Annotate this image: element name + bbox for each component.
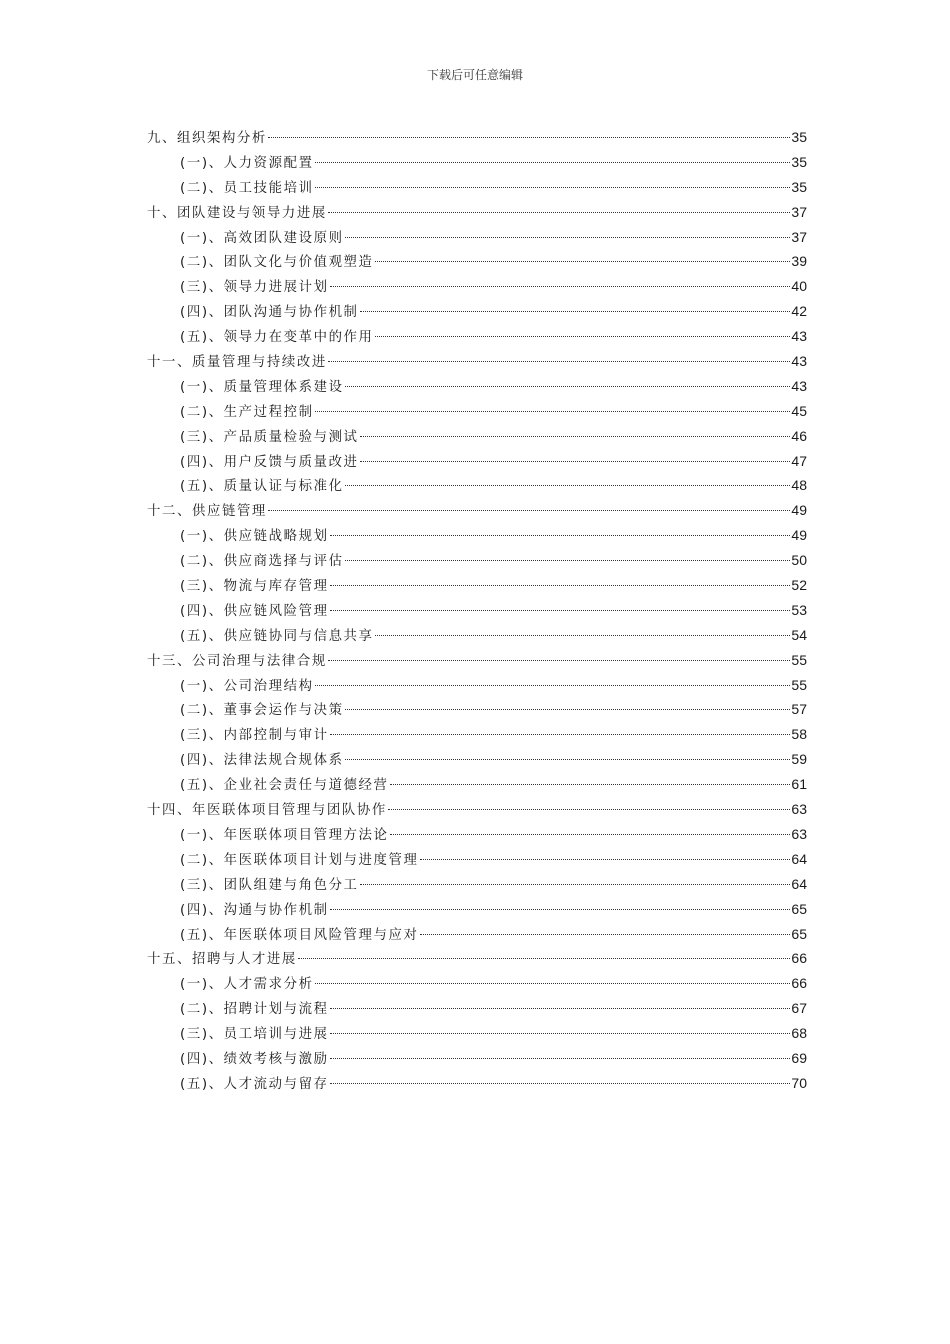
- toc-page-number: 61: [791, 776, 807, 793]
- toc-page-number: 46: [791, 427, 807, 444]
- toc-dot-leader: [330, 286, 791, 287]
- toc-page-number: 52: [791, 577, 807, 594]
- toc-dot-leader: [360, 436, 791, 437]
- toc-page-number: 58: [791, 726, 807, 743]
- toc-dot-leader: [328, 212, 791, 213]
- toc-page-number: 69: [791, 1049, 807, 1066]
- toc-page-number: 63: [791, 801, 807, 818]
- toc-dot-leader: [330, 585, 791, 586]
- toc-entry-label: 十一、质量管理与持续改进: [147, 355, 327, 371]
- toc-dot-leader: [330, 1083, 791, 1084]
- toc-dot-leader: [420, 934, 791, 935]
- toc-dot-leader: [315, 187, 791, 188]
- toc-entry-label: (二)、董事会运作与决策: [180, 703, 344, 719]
- toc-entry-label: (二)、员工技能培训: [180, 180, 314, 196]
- toc-chapter-entry[interactable]: [147, 797, 807, 822]
- toc-dot-leader: [390, 834, 791, 835]
- toc-section-entry[interactable]: [147, 847, 807, 872]
- toc-dot-leader: [268, 137, 790, 138]
- toc-entry-label: (五)、企业社会责任与道德经营: [180, 778, 389, 794]
- toc-chapter-entry[interactable]: [147, 125, 807, 150]
- toc-page-number: 43: [791, 328, 807, 345]
- toc-entry-label: (一)、质量管理体系建设: [180, 379, 344, 395]
- toc-page-number: 64: [791, 875, 807, 892]
- toc-dot-leader: [375, 336, 791, 337]
- toc-section-entry[interactable]: [147, 424, 807, 449]
- toc-section-entry[interactable]: [147, 747, 807, 772]
- toc-page-number: 67: [791, 1000, 807, 1017]
- toc-entry-label: (三)、物流与库存管理: [180, 579, 329, 595]
- toc-section-entry[interactable]: [147, 872, 807, 897]
- toc-page-number: 65: [791, 900, 807, 917]
- toc-page-number: 54: [791, 626, 807, 643]
- toc-page-number: 64: [791, 850, 807, 867]
- toc-page-number: 59: [791, 751, 807, 768]
- toc-page-number: 47: [791, 452, 807, 469]
- toc-entry-label: 九、组织架构分析: [147, 131, 267, 146]
- toc-page-number: 55: [791, 676, 807, 693]
- toc-section-entry[interactable]: [147, 1046, 807, 1071]
- toc-chapter-entry[interactable]: [147, 200, 807, 225]
- toc-section-entry[interactable]: [147, 623, 807, 648]
- toc-page-number: 70: [791, 1074, 807, 1091]
- toc-page-number: 37: [791, 203, 807, 220]
- toc-page-number: 43: [791, 353, 807, 370]
- toc-dot-leader: [330, 1033, 791, 1034]
- toc-section-entry[interactable]: [147, 299, 807, 324]
- toc-section-entry[interactable]: [147, 449, 807, 474]
- toc-entry-label: (五)、领导力在变革中的作用: [180, 330, 374, 346]
- toc-chapter-entry[interactable]: [147, 946, 807, 971]
- toc-dot-leader: [345, 386, 791, 387]
- toc-chapter-entry[interactable]: [147, 349, 807, 374]
- toc-entry-label: (二)、团队文化与价值观塑造: [180, 255, 374, 271]
- toc-page-number: 39: [791, 253, 807, 270]
- toc-section-entry[interactable]: [147, 772, 807, 797]
- toc-page-number: 53: [791, 601, 807, 618]
- toc-section-entry[interactable]: [147, 225, 807, 250]
- toc-entry-label: 十、团队建设与领导力进展: [147, 205, 327, 221]
- toc-section-entry[interactable]: [147, 399, 807, 424]
- page-header: 下载后可任意编辑: [426, 68, 523, 82]
- toc-entry-label: (三)、产品质量检验与测试: [180, 429, 359, 445]
- toc-page-number: 37: [791, 228, 807, 245]
- toc-page-number: 40: [791, 278, 807, 295]
- toc-page-number: 49: [791, 502, 807, 519]
- toc-entry-label: (四)、法律法规合规体系: [180, 753, 344, 769]
- toc-entry-label: 十三、公司治理与法律合规: [147, 653, 327, 669]
- toc-dot-leader: [328, 660, 791, 661]
- toc-dot-leader: [360, 884, 791, 885]
- toc-section-entry[interactable]: [147, 971, 807, 996]
- toc-dot-leader: [388, 809, 791, 810]
- toc-entry-label: (一)、人力资源配置: [180, 155, 314, 171]
- toc-entry-label: (一)、高效团队建设原则: [180, 230, 344, 246]
- toc-page-number: 35: [791, 129, 807, 145]
- toc-chapter-entry[interactable]: [147, 498, 807, 523]
- toc-dot-leader: [345, 485, 791, 486]
- toc-page-number: 68: [791, 1025, 807, 1042]
- toc-dot-leader: [268, 510, 790, 511]
- toc-section-entry[interactable]: [147, 1071, 807, 1096]
- toc-page-number: 57: [791, 701, 807, 718]
- toc-entry-label: (二)、招聘计划与流程: [180, 1002, 329, 1018]
- toc-section-entry[interactable]: [147, 523, 807, 548]
- toc-entry-label: (四)、供应链风险管理: [180, 603, 329, 619]
- toc-dot-leader: [345, 560, 791, 561]
- toc-dot-leader: [315, 162, 791, 163]
- toc-entry-label: (四)、绩效考核与激励: [180, 1051, 329, 1067]
- toc-entry-label: (五)、人才流动与留存: [180, 1076, 329, 1092]
- toc-entry-label: (二)、年医联体项目计划与进度管理: [180, 852, 419, 868]
- toc-page-number: 35: [791, 153, 807, 170]
- toc-dot-leader: [330, 1008, 791, 1009]
- toc-dot-leader: [330, 909, 791, 910]
- toc-section-entry[interactable]: [147, 150, 807, 175]
- toc-page-number: 66: [791, 950, 807, 967]
- toc-dot-leader: [345, 759, 791, 760]
- toc-dot-leader: [315, 411, 791, 412]
- toc-section-entry[interactable]: [147, 822, 807, 847]
- toc-section-entry[interactable]: [147, 897, 807, 922]
- toc-section-entry[interactable]: [147, 598, 807, 623]
- toc-entry-label: (四)、团队沟通与协作机制: [180, 305, 359, 321]
- toc-entry-label: (五)、质量认证与标准化: [180, 479, 344, 495]
- toc-page-number: 49: [791, 527, 807, 544]
- toc-section-entry[interactable]: [147, 175, 807, 200]
- toc-page-number: 66: [791, 975, 807, 992]
- toc-entry-label: (二)、生产过程控制: [180, 404, 314, 420]
- toc-dot-leader: [360, 311, 791, 312]
- toc-dot-leader: [345, 237, 791, 238]
- toc-section-entry[interactable]: [147, 249, 807, 274]
- toc-section-entry[interactable]: [147, 573, 807, 598]
- toc-entry-label: (五)、供应链协同与信息共享: [180, 628, 374, 644]
- toc-page-number: 35: [791, 178, 807, 195]
- toc-section-entry[interactable]: [147, 324, 807, 349]
- toc-page-number: 50: [791, 552, 807, 569]
- toc-entry-label: (一)、年医联体项目管理方法论: [180, 827, 389, 843]
- toc-entry-label: (五)、年医联体项目风险管理与应对: [180, 927, 419, 943]
- toc-dot-leader: [328, 361, 791, 362]
- toc-section-entry[interactable]: [147, 548, 807, 573]
- toc-dot-leader: [375, 261, 791, 262]
- toc-dot-leader: [420, 859, 791, 860]
- toc-entry-label: (三)、内部控制与审计: [180, 728, 329, 744]
- toc-dot-leader: [345, 709, 791, 710]
- toc-page-number: 42: [791, 303, 807, 320]
- toc-entry-label: (四)、沟通与协作机制: [180, 902, 329, 918]
- toc-section-entry[interactable]: [147, 374, 807, 399]
- toc-dot-leader: [375, 635, 791, 636]
- toc-dot-leader: [390, 784, 791, 785]
- toc-page-number: 65: [791, 925, 807, 942]
- toc-section-entry[interactable]: [147, 1021, 807, 1046]
- toc-section-entry[interactable]: [147, 996, 807, 1021]
- toc-page-number: 45: [791, 402, 807, 419]
- toc-section-entry[interactable]: [147, 673, 807, 698]
- toc-section-entry[interactable]: [147, 722, 807, 747]
- toc-entry-label: (三)、员工培训与进展: [180, 1027, 329, 1043]
- toc-dot-leader: [330, 535, 791, 536]
- toc-dot-leader: [330, 1058, 791, 1059]
- toc-page-number: 55: [791, 651, 807, 668]
- toc-page-number: 43: [791, 377, 807, 394]
- toc-dot-leader: [315, 983, 791, 984]
- toc-entry-label: (一)、人才需求分析: [180, 977, 314, 993]
- toc-entry-label: 十五、招聘与人才进展: [147, 952, 297, 968]
- toc-entry-label: 十二、供应链管理: [147, 504, 267, 520]
- toc-page-number: 48: [791, 477, 807, 494]
- toc-entry-label: (三)、领导力进展计划: [180, 280, 329, 296]
- toc-chapter-entry[interactable]: [147, 648, 807, 673]
- toc-entry-label: (一)、公司治理结构: [180, 678, 314, 694]
- toc-page-number: 63: [791, 825, 807, 842]
- toc-dot-leader: [360, 461, 791, 462]
- toc-section-entry[interactable]: [147, 697, 807, 722]
- toc-section-entry[interactable]: [147, 274, 807, 299]
- toc-dot-leader: [298, 958, 791, 959]
- toc-section-entry[interactable]: [147, 473, 807, 498]
- toc-dot-leader: [330, 734, 791, 735]
- toc-entry-label: (三)、团队组建与角色分工: [180, 877, 359, 893]
- toc-entry-label: (一)、供应链战略规划: [180, 529, 329, 545]
- toc-entry-label: (四)、用户反馈与质量改进: [180, 454, 359, 470]
- toc-entry-label: (二)、供应商选择与评估: [180, 554, 344, 570]
- toc-section-entry[interactable]: [147, 922, 807, 947]
- toc-dot-leader: [330, 610, 791, 611]
- toc-entry-label: 十四、年医联体项目管理与团队协作: [147, 803, 387, 819]
- toc-dot-leader: [315, 685, 791, 686]
- table-of-contents: [147, 125, 807, 1096]
